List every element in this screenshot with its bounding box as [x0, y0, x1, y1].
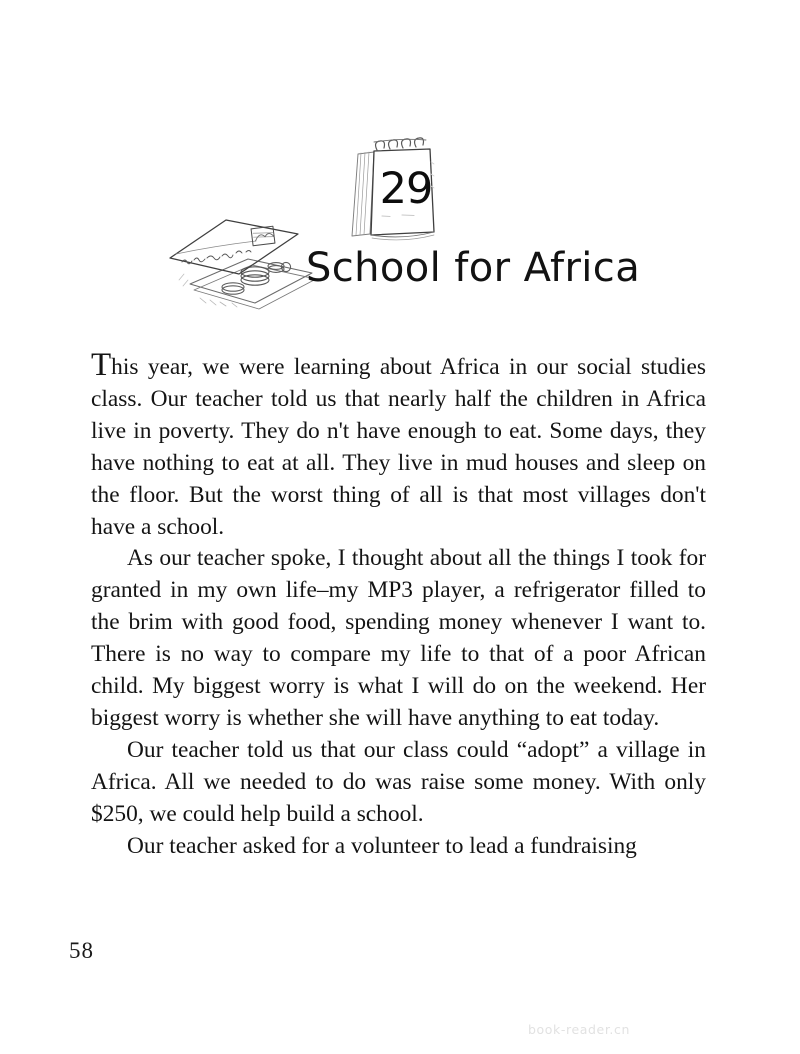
- paragraph: [91, 831, 706, 863]
- initial-cap: T: [91, 347, 112, 383]
- chapter-header: [0, 126, 800, 316]
- paragraph-text: As our teacher spoke, I thought about all the things I took for granted in my own life–my MP3 player, a refrigerator filled to the brim with good food, spending money whenever I want to. There is no way to compare my life to that of a poor African child. My biggest worry is what I will do on the weekend. Her biggest worry is whether she will have anything to eat today.: [91, 545, 706, 731]
- body-text: [91, 347, 706, 863]
- paragraph: [91, 347, 706, 543]
- desk-calendar-icon: [330, 132, 460, 254]
- paragraph-text: Our teacher told us that our class could “adopt” a village in Africa. All we needed to do was raise some money. With only $250, we could help build a school.: [91, 736, 706, 827]
- page-number: 58: [69, 938, 94, 963]
- paragraph-text: his year, we were learning about Africa in our social studies class. Our teacher told us that nearly half the children in Africa live in poverty. They do n't have enough to eat. Some days, they have nothing to eat at all. They live in mud houses and sleep on the floor. But the worst thing of all is that most villages don't have a school.: [91, 354, 706, 540]
- paragraph-text: Our teacher asked for a volunteer to lead a fundraising: [127, 832, 637, 859]
- watermark: book-reader.cn: [528, 1022, 630, 1037]
- paragraph: [91, 543, 706, 734]
- chapter-number: 29: [379, 164, 433, 214]
- paragraph: [91, 735, 706, 831]
- chapter-title: School for Africa: [306, 245, 641, 291]
